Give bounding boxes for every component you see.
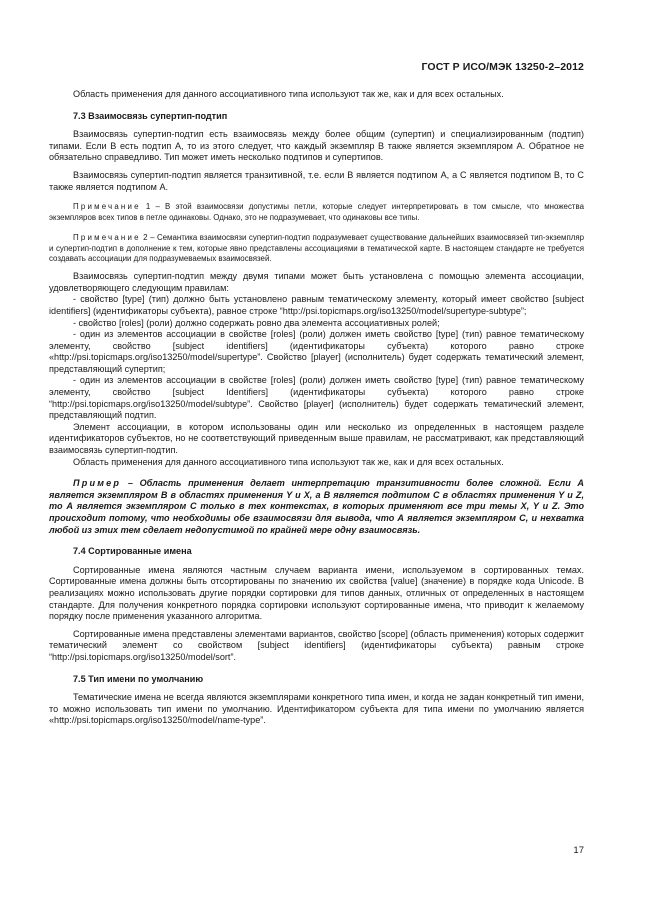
note-1-label: Примечание	[73, 202, 141, 212]
section-7-5-paragraph-1: Тематические имена не всегда являются экземплярами конкретного типа имен, и когда не задан конкретный тип имени, то можно использовать тип имени по умолчанию. Идентификатором субъекта для типа имени по умолчанию является «http://psi.topicmaps.org/iso13250/model/name-type”.	[49, 692, 584, 726]
section-7-3-heading: 7.3 Взаимосвязь супертип-подтип	[73, 110, 228, 121]
section-7-3-paragraph-5: Область применения для данного ассоциативного типа используют так же, как и для всех остальных.	[73, 456, 504, 467]
section-7-5-heading: 7.5 Тип имени по умолчанию	[73, 673, 204, 684]
section-7-4-paragraph-1: Сортированные имена являются частным случаем варианта имени, используемом в сортированных темах. Сортированные имена должны быть отсортированы по значению их свойства [value] (значение) в порядке кода Unicode. В реализациях можно использовать другие порядки сортировки для типов данных, отличных от определенных в настоящем стандарте. Для получения конкретного порядка сортировки используют сортированные имена, что приводит к желаемому порядку после применения указанного алгоритма.	[49, 564, 584, 622]
section-7-4-heading: 7.4 Сортированные имена	[73, 546, 192, 557]
example-label: Пример	[73, 478, 122, 489]
section-7-3-paragraph-4: Элемент ассоциации, в котором использованы один или несколько из определенных в настоящем разделе идентификаторов субъектов, но не соответствующий приведенным выше правилам, не рассматривают, как представляющий взаимосвязь супертип-подтип.	[49, 421, 584, 456]
note-1	[49, 202, 584, 224]
rule-item-1: - свойство [type] (тип) должно быть установлено равным тематическому элементу, который имеет свойство [subject identifiers] (идентификаторы субъекта), равное строке “http://psi.topicmaps.org/iso13250/model/supertype-subtype”;	[49, 294, 584, 316]
page-number: 17	[573, 845, 584, 856]
page-content	[49, 89, 584, 727]
example-text: – Область применения делает интерпретацию транзитивности более сложной. Если А является экземпляром В в областях применения Y и X, а В является подтипом С в областях применения Y и Z, то А является экземпляром С только в тех контекстах, в которых применяют все три темы X, Y и Z. Это происходит потому, что необходимы обе взаимосвязи для вывода, что А является экземпляром С, и нехватка любой из этих тем сделает недопустимой по крайней мере одну взаимосвязь.	[49, 478, 584, 535]
note-2	[49, 233, 584, 265]
note-2-text: 2 – Семантика взаимосвязи супертип-подтип подразумевает существование дальнейших взаимосвязей тип-экземпляр и супертип-подтип в дополнение к тем, которые явно представлены ассоциациями в тематической карте. В настоящем стандарте не требуется создавать ассоциации для подразумеваемых взаимосвязей.	[49, 232, 584, 264]
example-block	[49, 478, 584, 536]
section-7-3-paragraph-3: Взаимосвязь супертип-подтип между двумя типами может быть установлена с помощью элемента ассоциации, удовлетворяющего следующим правилам:	[49, 271, 584, 293]
note-1-text: 1 – В этой взаимосвязи допустимы петли, которые следует интерпретировать в том смысле, что множества экземпляров всех типов в петле одинаковы. Однако, это не подразумевает, что одинаковы все типы.	[49, 202, 584, 222]
rule-item-2: - свойство [roles] (роли) должно содержать ровно два элемента ассоциативных ролей;	[73, 317, 440, 328]
standard-header: ГОСТ Р ИСО/МЭК 13250-2–2012	[421, 61, 584, 73]
section-7-3-paragraph-1: Взаимосвязь супертип-подтип есть взаимосвязь между более общим (супертип) и специализированным (подтип) типами. Если В есть подтип А, то из этого следует, что каждый экземпляр В также является экземпляром А. Обратное не обязательно справедливо. Тип может иметь несколько подтипов и супертипов.	[49, 129, 584, 163]
paragraph-scope-intro: Область применения для данного ассоциативного типа используют так же, как и для всех остальных.	[73, 89, 504, 99]
section-7-4-paragraph-2: Сортированные имена представлены элементами вариантов, свойство [scope] (область применения) которых содержит тематический элемент со свойством [subject identifiers] (идентификаторы субъекта) равным строке “http://psi.topicmaps.org/iso13250/model/sort”.	[49, 628, 584, 662]
rule-item-4: - один из элементов ассоциации в свойстве [roles] (роли) должен иметь свойство [type] (тип) равное тематическому элементу, свойство [subject Identifiers] (идентификаторы субъекта) которого равно строке “http://psi.topicmaps.org/iso13250/model/subtype”. Свойство [player] (исполнитель) будет содержать тематический элемент, представляющий подтип.	[49, 375, 584, 421]
note-2-label: Примечание	[73, 232, 141, 242]
rule-item-3: - один из элементов ассоциации в свойстве [roles] (роли) должен иметь свойство [type] (тип) равное тематическому элементу, свойство [subject identifiers] (идентификаторы субъекта) которого равно строке «http://psi.topicmaps.org/iso13250/model/supertype”. Свойство [player] (исполнитель) будет содержать тематический элемент, представляющий супертип;	[49, 329, 584, 374]
section-7-3-paragraph-2: Взаимосвязь супертип-подтип является транзитивной, т.е. если В является подтипом А, а С является подтипом В, то С также является подтипом А.	[49, 169, 584, 192]
